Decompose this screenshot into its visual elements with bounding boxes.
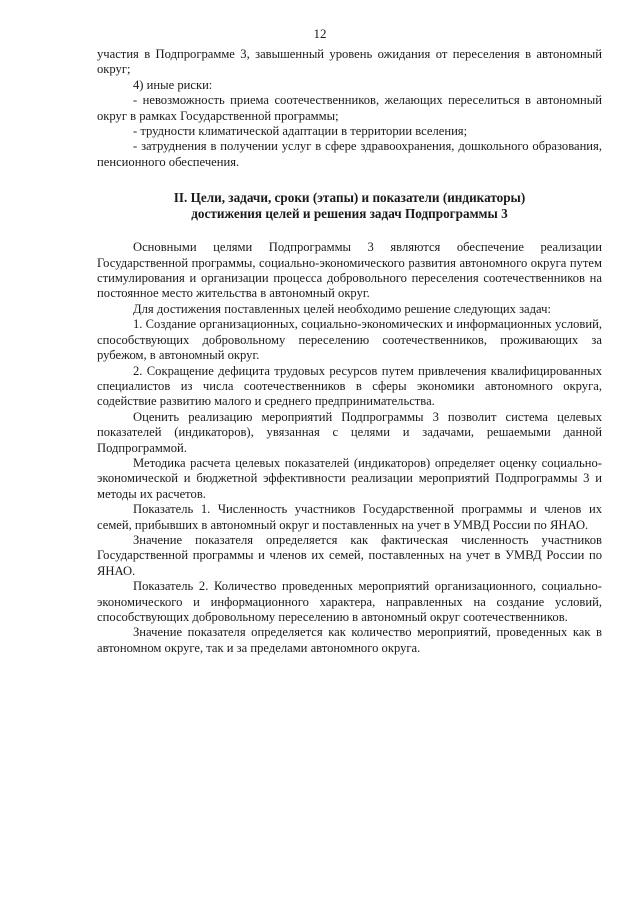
page-content	[97, 47, 602, 656]
indicator-paragraph: Показатель 1. Численность участников Государственной программы и членов их семей, прибывших в автономный округ и поставленных на учет в УМВД России по ЯНАО.	[97, 502, 602, 532]
intro-paragraph: - затруднения в получении услуг в сфере здравоохранения, дошкольного образования, пенсионного обеспечения.	[97, 139, 602, 169]
indicator-paragraph: Показатель 2. Количество проведенных мероприятий организационного, социально-экономического и информационного характера, направленных на создание условий, способствующих добровольному переселению в автономный округ соотечественников.	[97, 579, 602, 624]
body-paragraph: Методика расчета целевых показателей (индикаторов) определяет оценку социально-экономической и бюджетной эффективности реализации мероприятий Подпрограммы 3 и методы их расчетов.	[97, 455, 602, 501]
intro-paragraph: - невозможность приема соотечественников, желающих переселиться в автономный округ в рамках Государственной программы;	[97, 93, 602, 123]
indicator-paragraph: Значение показателя определяется как фактическая численность участников Государственной программы и членов их семей, поставленных на учет в УМВД России по ЯНАО.	[97, 532, 602, 578]
section-heading	[97, 190, 602, 222]
intro-paragraph: 4) иные риски:	[133, 77, 213, 92]
body-paragraph: Основными целями Подпрограммы 3 являются обеспечение реализации Государственной программы, социально-экономического развития автономного округа путем стимулирования и организации процесса добровольного переселения соотечественников на постоянное место жительства в автономный округ.	[97, 240, 602, 301]
body-paragraph: Оценить реализацию мероприятий Подпрограммы 3 позволит система целевых показателей (индикаторов), увязанная с целями и задачами, решаемыми данной Подпрограммой.	[97, 409, 602, 455]
task-item: 1. Создание организационных, социально-экономических и информационных условий, способствующих добровольному переселению соотечественников, проживающих за рубежом, в автономный округ.	[97, 317, 602, 363]
section-heading-line1: II. Цели, задачи, сроки (этапы) и показатели (индикаторы)	[173, 190, 526, 206]
intro-paragraph: - трудности климатической адаптации в территории вселения;	[133, 124, 468, 139]
indicator-paragraph: Значение показателя определяется как количество мероприятий, проведенных как в автономном округе, так и за пределами автономного округа.	[97, 625, 602, 655]
section-heading-line2: достижения целей и решения задач Подпрограммы 3	[191, 206, 508, 222]
page-number: 12	[313, 26, 327, 41]
task-item: 2. Сокращение дефицита трудовых ресурсов путем привлечения квалифицированных специалистов из числа соотечественников в сферы экономики автономного округа, содействие развитию малого и среднего предпринимательства.	[97, 363, 602, 409]
body-paragraph: Для достижения поставленных целей необходимо решение следующих задач:	[133, 301, 551, 316]
intro-paragraph: участия в Подпрограмме 3, завышенный уровень ожидания от переселения в автономный округ;	[97, 47, 602, 77]
